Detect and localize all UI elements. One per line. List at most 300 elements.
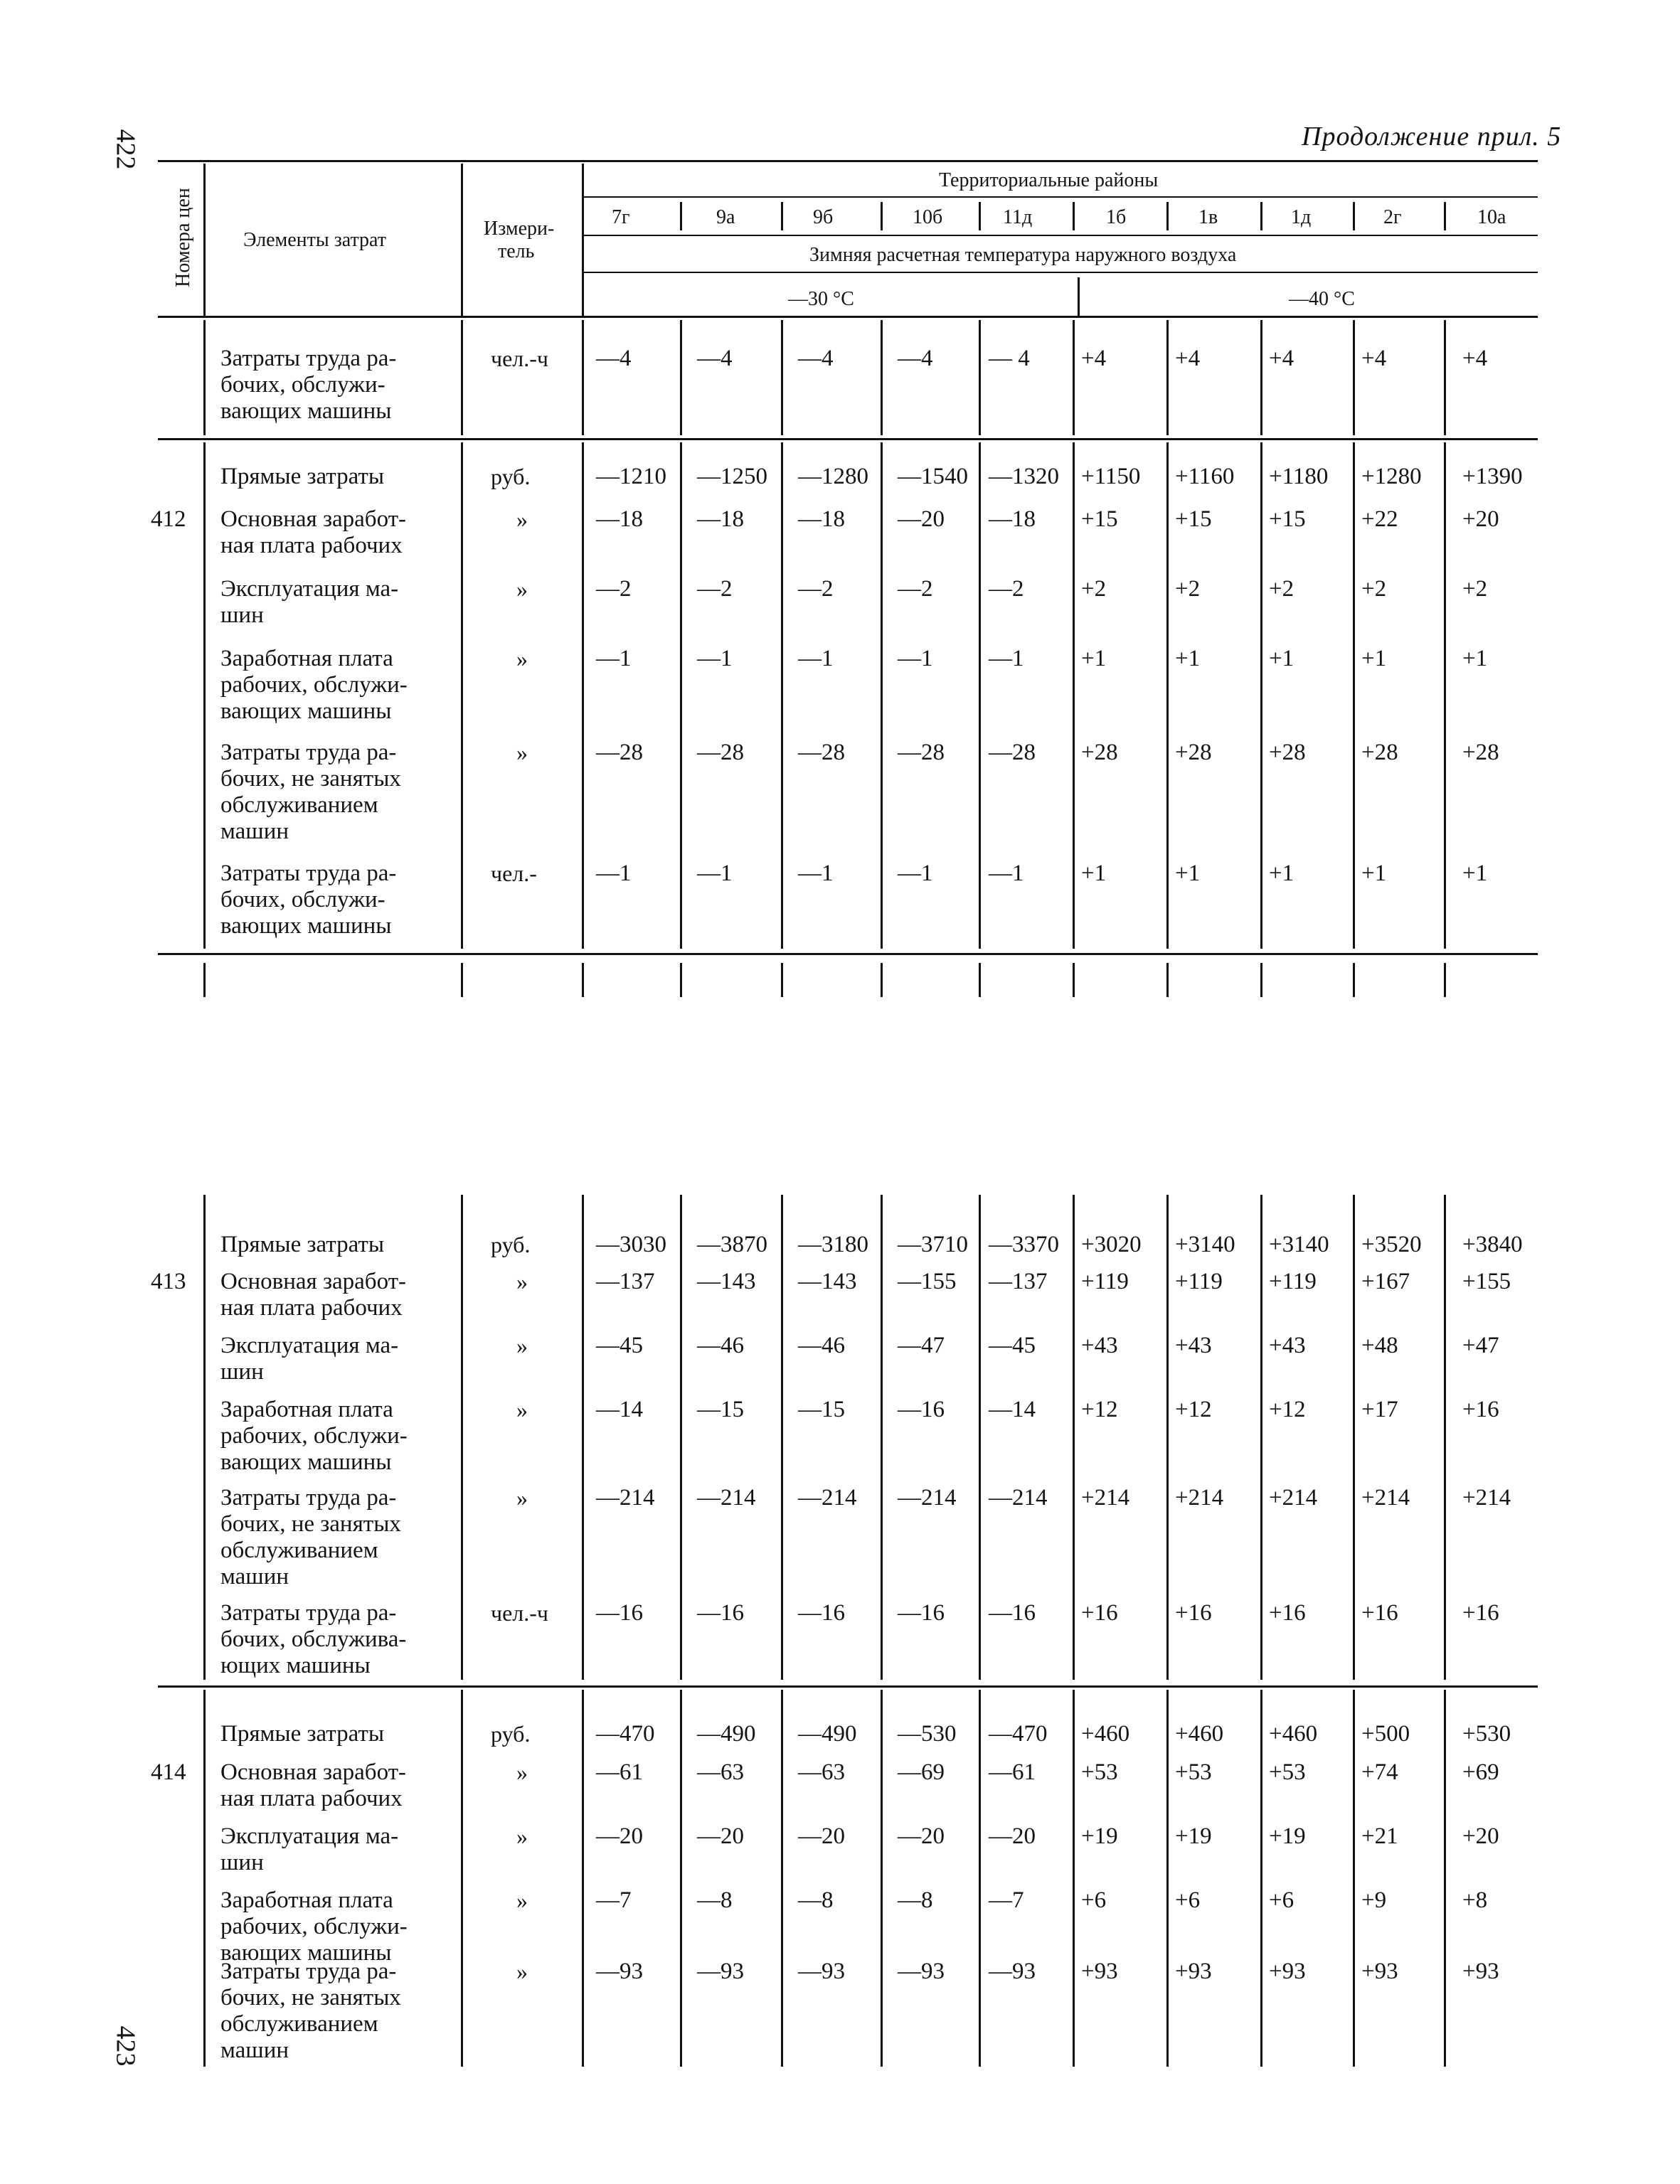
value-cell: +12 xyxy=(1081,1397,1118,1422)
value-cell: —61 xyxy=(596,1759,643,1785)
cost-element-line: бочих, обслужива- xyxy=(220,1626,407,1652)
column-stub xyxy=(582,963,584,997)
value-cell: +53 xyxy=(1175,1759,1212,1785)
unit-cell: руб. xyxy=(491,1721,531,1747)
continuation-label: Продолжение прил. 5 xyxy=(1302,122,1562,151)
value-cell: +53 xyxy=(1269,1759,1306,1785)
cost-element-line: обслуживанием xyxy=(220,2011,378,2037)
value-cell: +4 xyxy=(1462,346,1488,371)
value-cell: +93 xyxy=(1175,1959,1212,1984)
value-cell: —46 xyxy=(697,1333,744,1358)
region-label: 11д xyxy=(1003,206,1033,228)
value-cell: —4 xyxy=(697,346,733,371)
region-divider xyxy=(781,202,783,230)
value-cell: —490 xyxy=(697,1721,756,1747)
value-cell: +93 xyxy=(1269,1959,1306,1984)
value-cell: —1 xyxy=(798,646,834,671)
value-cell: —45 xyxy=(596,1333,643,1358)
value-cell: —93 xyxy=(989,1959,1036,1984)
value-cell: +119 xyxy=(1269,1269,1317,1294)
unit-cell: » xyxy=(516,1333,528,1358)
column-divider xyxy=(1444,442,1446,949)
value-cell: +2 xyxy=(1462,576,1488,602)
column-stub xyxy=(881,963,883,997)
value-cell: —143 xyxy=(798,1269,857,1294)
column-divider xyxy=(680,1195,682,1680)
cost-element-line: машин xyxy=(220,819,289,844)
unit-cell: » xyxy=(516,1887,528,1913)
header-territorial: Территориальные районы xyxy=(939,169,1159,191)
value-cell: —47 xyxy=(898,1333,945,1358)
price-code: 412 xyxy=(151,506,186,532)
value-cell: +1 xyxy=(1081,861,1107,886)
value-cell: +19 xyxy=(1175,1823,1212,1849)
value-cell: +3840 xyxy=(1462,1232,1523,1257)
value-cell: —4 xyxy=(596,346,632,371)
cost-element-line: рабочих, обслужи- xyxy=(220,1423,408,1449)
value-cell: +1160 xyxy=(1175,464,1235,489)
unit-cell: » xyxy=(516,506,528,532)
region-label: 9а xyxy=(716,206,735,228)
column-stub xyxy=(1444,963,1446,997)
value-cell: —20 xyxy=(898,1823,945,1849)
value-cell: +16 xyxy=(1462,1600,1499,1626)
value-cell: —7 xyxy=(596,1887,632,1913)
cost-element-line: вающих машины xyxy=(220,1449,392,1475)
value-cell: —1 xyxy=(697,646,733,671)
value-cell: +6 xyxy=(1269,1887,1294,1913)
value-cell: +74 xyxy=(1361,1759,1398,1785)
value-cell: —28 xyxy=(697,740,744,765)
column-divider xyxy=(781,1195,783,1680)
unit-cell: » xyxy=(516,1959,528,1984)
value-cell: —214 xyxy=(898,1485,957,1511)
value-cell: —1540 xyxy=(898,464,968,489)
cost-element-line: Основная заработ- xyxy=(220,506,407,532)
cost-element-line: шин xyxy=(220,1359,264,1385)
header-divider-temp xyxy=(1078,277,1080,316)
column-divider xyxy=(979,320,981,435)
value-cell: +19 xyxy=(1269,1823,1306,1849)
value-cell: +43 xyxy=(1175,1333,1212,1358)
value-cell: +1 xyxy=(1175,861,1201,886)
column-divider xyxy=(881,442,883,949)
value-cell: —16 xyxy=(989,1600,1036,1626)
column-divider xyxy=(461,1195,463,1680)
value-cell: —137 xyxy=(596,1269,655,1294)
value-cell: —3370 xyxy=(989,1232,1059,1257)
value-cell: —63 xyxy=(697,1759,744,1785)
value-cell: +1 xyxy=(1462,861,1488,886)
cost-element-line: бочих, не занятых xyxy=(220,1511,401,1537)
value-cell: —137 xyxy=(989,1269,1048,1294)
cost-element-line: бочих, обслужи- xyxy=(220,372,386,398)
cost-element-line: Затраты труда ра- xyxy=(220,346,397,371)
value-cell: —15 xyxy=(798,1397,845,1422)
value-cell: +2 xyxy=(1361,576,1387,602)
cost-element-line: Основная заработ- xyxy=(220,1269,407,1294)
column-divider xyxy=(203,1690,206,2067)
cost-element-line: Прямые затраты xyxy=(220,464,385,489)
value-cell: +3140 xyxy=(1269,1232,1329,1257)
value-cell: +1 xyxy=(1175,646,1201,671)
value-cell: —2 xyxy=(989,576,1024,602)
column-stub xyxy=(680,963,682,997)
cost-element-line: Заработная плата xyxy=(220,646,393,671)
value-cell: —18 xyxy=(697,506,744,532)
value-cell: +1280 xyxy=(1361,464,1422,489)
cost-element-line: ная плата рабочих xyxy=(220,1295,403,1321)
cost-element-name xyxy=(220,1397,455,1476)
region-label: 10б xyxy=(913,206,943,228)
column-divider xyxy=(979,1690,981,2067)
cost-element-line: Затраты труда ра- xyxy=(220,1600,397,1626)
cost-element-line: вающих машины xyxy=(220,398,392,424)
unit-cell: руб. xyxy=(491,1232,531,1257)
column-divider xyxy=(1166,320,1169,435)
value-cell: +19 xyxy=(1081,1823,1118,1849)
value-cell: —490 xyxy=(798,1721,857,1747)
value-cell: —3870 xyxy=(697,1232,767,1257)
value-cell: —61 xyxy=(989,1759,1036,1785)
value-cell: +22 xyxy=(1361,506,1398,532)
value-cell: — 4 xyxy=(989,346,1030,371)
value-cell: +500 xyxy=(1361,1721,1410,1747)
value-cell: +47 xyxy=(1462,1333,1499,1358)
value-cell: —2 xyxy=(697,576,733,602)
cost-element-line: ная плата рабочих xyxy=(220,1786,403,1811)
value-cell: +12 xyxy=(1175,1397,1212,1422)
value-cell: +214 xyxy=(1361,1485,1410,1511)
value-cell: —45 xyxy=(989,1333,1036,1358)
value-cell: +2 xyxy=(1175,576,1201,602)
region-label: 1д xyxy=(1291,206,1312,228)
unit-cell: » xyxy=(516,576,528,602)
region-divider xyxy=(1353,202,1355,230)
value-cell: —8 xyxy=(697,1887,733,1913)
value-cell: —20 xyxy=(596,1823,643,1849)
value-cell: —15 xyxy=(697,1397,744,1422)
header-temp-30: —30 °C xyxy=(788,288,854,310)
value-cell: +15 xyxy=(1081,506,1118,532)
value-cell: —155 xyxy=(898,1269,957,1294)
value-cell: —46 xyxy=(798,1333,845,1358)
value-cell: —2 xyxy=(596,576,632,602)
value-cell: —20 xyxy=(798,1823,845,1849)
region-label: 1в xyxy=(1198,206,1218,228)
unit-cell: » xyxy=(516,1759,528,1785)
value-cell: —20 xyxy=(989,1823,1036,1849)
column-stub xyxy=(979,963,981,997)
region-label: 1б xyxy=(1106,206,1127,228)
value-cell: +28 xyxy=(1361,740,1398,765)
value-cell: +28 xyxy=(1462,740,1499,765)
page-number-right: 423 xyxy=(110,2025,141,2067)
value-cell: —28 xyxy=(798,740,845,765)
value-cell: +214 xyxy=(1175,1485,1224,1511)
unit-cell: чел.-ч xyxy=(491,1600,549,1626)
value-cell: —3030 xyxy=(596,1232,666,1257)
unit-cell: чел.- xyxy=(491,861,537,886)
value-cell: —2 xyxy=(898,576,933,602)
value-cell: +155 xyxy=(1462,1269,1511,1294)
value-cell: —1 xyxy=(596,861,632,886)
value-cell: +1 xyxy=(1269,861,1294,886)
value-cell: +93 xyxy=(1462,1959,1499,1984)
value-cell: +93 xyxy=(1081,1959,1118,1984)
value-cell: —1 xyxy=(989,646,1024,671)
value-cell: +2 xyxy=(1269,576,1294,602)
column-stub xyxy=(781,963,783,997)
column-divider xyxy=(781,1690,783,2067)
column-divider xyxy=(582,1690,584,2067)
header-winter-temp: Зимняя расчетная температура наружного воздуха xyxy=(809,244,1237,266)
value-cell: +1 xyxy=(1081,646,1107,671)
region-divider xyxy=(680,202,682,230)
value-cell: +1150 xyxy=(1081,464,1141,489)
value-cell: —8 xyxy=(798,1887,834,1913)
value-cell: —28 xyxy=(596,740,643,765)
cost-element-name xyxy=(220,1887,455,1966)
value-cell: —1 xyxy=(989,861,1024,886)
value-cell: +1 xyxy=(1361,646,1387,671)
value-cell: —93 xyxy=(697,1959,744,1984)
cost-element-line: машин xyxy=(220,2037,289,2063)
value-cell: —7 xyxy=(989,1887,1024,1913)
cost-element-line: Затраты труда ра- xyxy=(220,1485,397,1511)
value-cell: —214 xyxy=(989,1485,1048,1511)
value-cell: —214 xyxy=(697,1485,756,1511)
value-cell: —1250 xyxy=(697,464,767,489)
region-divider xyxy=(1444,202,1446,230)
cost-element-name xyxy=(220,861,455,939)
value-cell: —1 xyxy=(798,861,834,886)
cost-element-line: бочих, обслужи- xyxy=(220,887,386,912)
value-cell: +16 xyxy=(1361,1600,1398,1626)
cost-element-line: вающих машины xyxy=(220,698,392,724)
column-stub xyxy=(1073,963,1075,997)
column-divider xyxy=(881,1690,883,2067)
value-cell: +48 xyxy=(1361,1333,1398,1358)
value-cell: +16 xyxy=(1269,1600,1306,1626)
unit-cell: руб. xyxy=(491,464,531,489)
cost-element-name xyxy=(220,1721,455,1747)
cost-element-name xyxy=(220,576,455,629)
cost-element-line: Затраты труда ра- xyxy=(220,740,397,765)
value-cell: +2 xyxy=(1081,576,1107,602)
cost-element-line: шин xyxy=(220,602,264,628)
value-cell: —1 xyxy=(898,646,933,671)
value-cell: +119 xyxy=(1081,1269,1129,1294)
column-divider xyxy=(881,1195,883,1680)
value-cell: +214 xyxy=(1462,1485,1511,1511)
value-cell: —1 xyxy=(697,861,733,886)
value-cell: —20 xyxy=(697,1823,744,1849)
header-rule-territorial xyxy=(583,196,1538,198)
value-cell: +28 xyxy=(1269,740,1306,765)
value-cell: +6 xyxy=(1081,1887,1107,1913)
region-label: 10а xyxy=(1477,206,1506,228)
column-divider xyxy=(680,320,682,435)
cost-element-line: вающих машины xyxy=(220,1940,392,1966)
value-cell: —214 xyxy=(798,1485,857,1511)
value-cell: +530 xyxy=(1462,1721,1511,1747)
header-divider-unit xyxy=(582,164,584,316)
cost-element-line: Затраты труда ра- xyxy=(220,861,397,886)
cost-element-line: Затраты труда ра- xyxy=(220,1959,397,1984)
region-divider xyxy=(1073,202,1075,230)
block0-bottom-rule xyxy=(158,438,1538,440)
header-rule-temp xyxy=(583,272,1538,273)
column-divider xyxy=(203,320,206,435)
column-divider xyxy=(1444,1195,1446,1680)
cost-element-line: ная плата рабочих xyxy=(220,533,403,558)
header-top-rule xyxy=(158,160,1538,162)
value-cell: —470 xyxy=(596,1721,655,1747)
value-cell: —16 xyxy=(798,1600,845,1626)
column-stub xyxy=(203,963,206,997)
value-cell: —93 xyxy=(898,1959,945,1984)
cost-element-line: рабочих, обслужи- xyxy=(220,672,408,698)
value-cell: +20 xyxy=(1462,1823,1499,1849)
cost-element-line: бочих, не занятых xyxy=(220,1985,401,2010)
column-divider xyxy=(1353,320,1355,435)
value-cell: +1 xyxy=(1462,646,1488,671)
region-divider xyxy=(1260,202,1262,230)
cost-element-line: вающих машины xyxy=(220,913,392,939)
cost-element-name xyxy=(220,1232,455,1258)
cost-element-line: Прямые затраты xyxy=(220,1232,385,1257)
value-cell: —18 xyxy=(989,506,1036,532)
value-cell: +28 xyxy=(1175,740,1212,765)
column-stub xyxy=(1166,963,1169,997)
value-cell: —28 xyxy=(989,740,1036,765)
value-cell: —16 xyxy=(898,1600,945,1626)
cost-element-line: ющих машины xyxy=(220,1653,371,1678)
value-cell: +4 xyxy=(1081,346,1107,371)
column-divider xyxy=(680,1690,682,2067)
column-divider xyxy=(1444,320,1446,435)
column-divider xyxy=(1166,1690,1169,2067)
cost-element-name xyxy=(220,1485,455,1590)
unit-cell: » xyxy=(516,1397,528,1422)
value-cell: +9 xyxy=(1361,1887,1387,1913)
region-divider xyxy=(1166,202,1169,230)
value-cell: +1 xyxy=(1269,646,1294,671)
value-cell: —14 xyxy=(596,1397,643,1422)
value-cell: —16 xyxy=(898,1397,945,1422)
column-divider xyxy=(461,320,463,435)
column-divider xyxy=(781,320,783,435)
value-cell: +12 xyxy=(1269,1397,1306,1422)
value-cell: +16 xyxy=(1175,1600,1212,1626)
header-elements: Элементы затрат xyxy=(243,229,386,251)
value-cell: —4 xyxy=(898,346,933,371)
value-cell: +16 xyxy=(1081,1600,1118,1626)
value-cell: +460 xyxy=(1175,1721,1224,1747)
unit-cell: » xyxy=(516,646,528,671)
value-cell: —63 xyxy=(798,1759,845,1785)
column-divider xyxy=(582,1195,584,1680)
value-cell: +119 xyxy=(1175,1269,1223,1294)
price-code: 414 xyxy=(151,1759,186,1785)
unit-cell: чел.-ч xyxy=(491,346,549,371)
block413-bottom-rule xyxy=(158,1685,1538,1688)
header-temp-40: —40 °C xyxy=(1289,288,1355,310)
column-divider xyxy=(461,1690,463,2067)
value-cell: —18 xyxy=(798,506,845,532)
cost-element-name xyxy=(220,740,455,845)
value-cell: —214 xyxy=(596,1485,655,1511)
value-cell: —2 xyxy=(798,576,834,602)
value-cell: —18 xyxy=(596,506,643,532)
cost-element-line: Основная заработ- xyxy=(220,1759,407,1785)
value-cell: —1280 xyxy=(798,464,868,489)
column-divider xyxy=(881,320,883,435)
cost-element-line: Эксплуатация ма- xyxy=(220,1333,399,1358)
value-cell: +6 xyxy=(1175,1887,1201,1913)
header-rule-regions xyxy=(583,235,1538,236)
value-cell: +93 xyxy=(1361,1959,1398,1984)
page-number-left: 422 xyxy=(110,129,141,170)
column-divider xyxy=(461,442,463,949)
cost-element-line: Заработная плата xyxy=(220,1397,393,1422)
column-divider xyxy=(1166,442,1169,949)
column-divider xyxy=(1260,320,1262,435)
column-divider xyxy=(1260,1195,1262,1680)
cost-element-line: шин xyxy=(220,1850,264,1875)
column-divider xyxy=(582,442,584,949)
unit-cell: » xyxy=(516,1485,528,1511)
column-stub xyxy=(461,963,463,997)
unit-cell: » xyxy=(516,740,528,765)
cost-element-line: Эксплуатация ма- xyxy=(220,1823,399,1849)
value-cell: —3180 xyxy=(798,1232,868,1257)
column-divider xyxy=(680,442,682,949)
value-cell: +16 xyxy=(1462,1397,1499,1422)
cost-element-name xyxy=(220,1600,455,1679)
value-cell: +4 xyxy=(1175,346,1201,371)
unit-cell: » xyxy=(516,1823,528,1849)
cost-element-name xyxy=(220,1823,455,1876)
value-cell: +460 xyxy=(1081,1721,1130,1747)
cost-element-name xyxy=(220,346,455,425)
cost-element-name xyxy=(220,506,455,559)
column-divider xyxy=(1444,1690,1446,2067)
value-cell: +15 xyxy=(1175,506,1212,532)
region-divider xyxy=(881,202,883,230)
cost-element-name xyxy=(220,1959,455,2064)
value-cell: —1 xyxy=(898,861,933,886)
cost-element-line: рабочих, обслужи- xyxy=(220,1914,408,1939)
value-cell: —1320 xyxy=(989,464,1059,489)
region-label: 2г xyxy=(1383,206,1402,228)
value-cell: +4 xyxy=(1269,346,1294,371)
value-cell: +4 xyxy=(1361,346,1387,371)
column-divider xyxy=(1073,442,1075,949)
cost-element-name xyxy=(220,1759,455,1812)
region-label: 9б xyxy=(813,206,834,228)
cost-element-name xyxy=(220,464,455,490)
value-cell: +214 xyxy=(1081,1485,1130,1511)
value-cell: —20 xyxy=(898,506,945,532)
column-divider xyxy=(1353,442,1355,949)
value-cell: +8 xyxy=(1462,1887,1488,1913)
column-divider xyxy=(1260,442,1262,949)
value-cell: +214 xyxy=(1269,1485,1318,1511)
value-cell: +167 xyxy=(1361,1269,1410,1294)
cost-element-line: Заработная плата xyxy=(220,1887,393,1913)
